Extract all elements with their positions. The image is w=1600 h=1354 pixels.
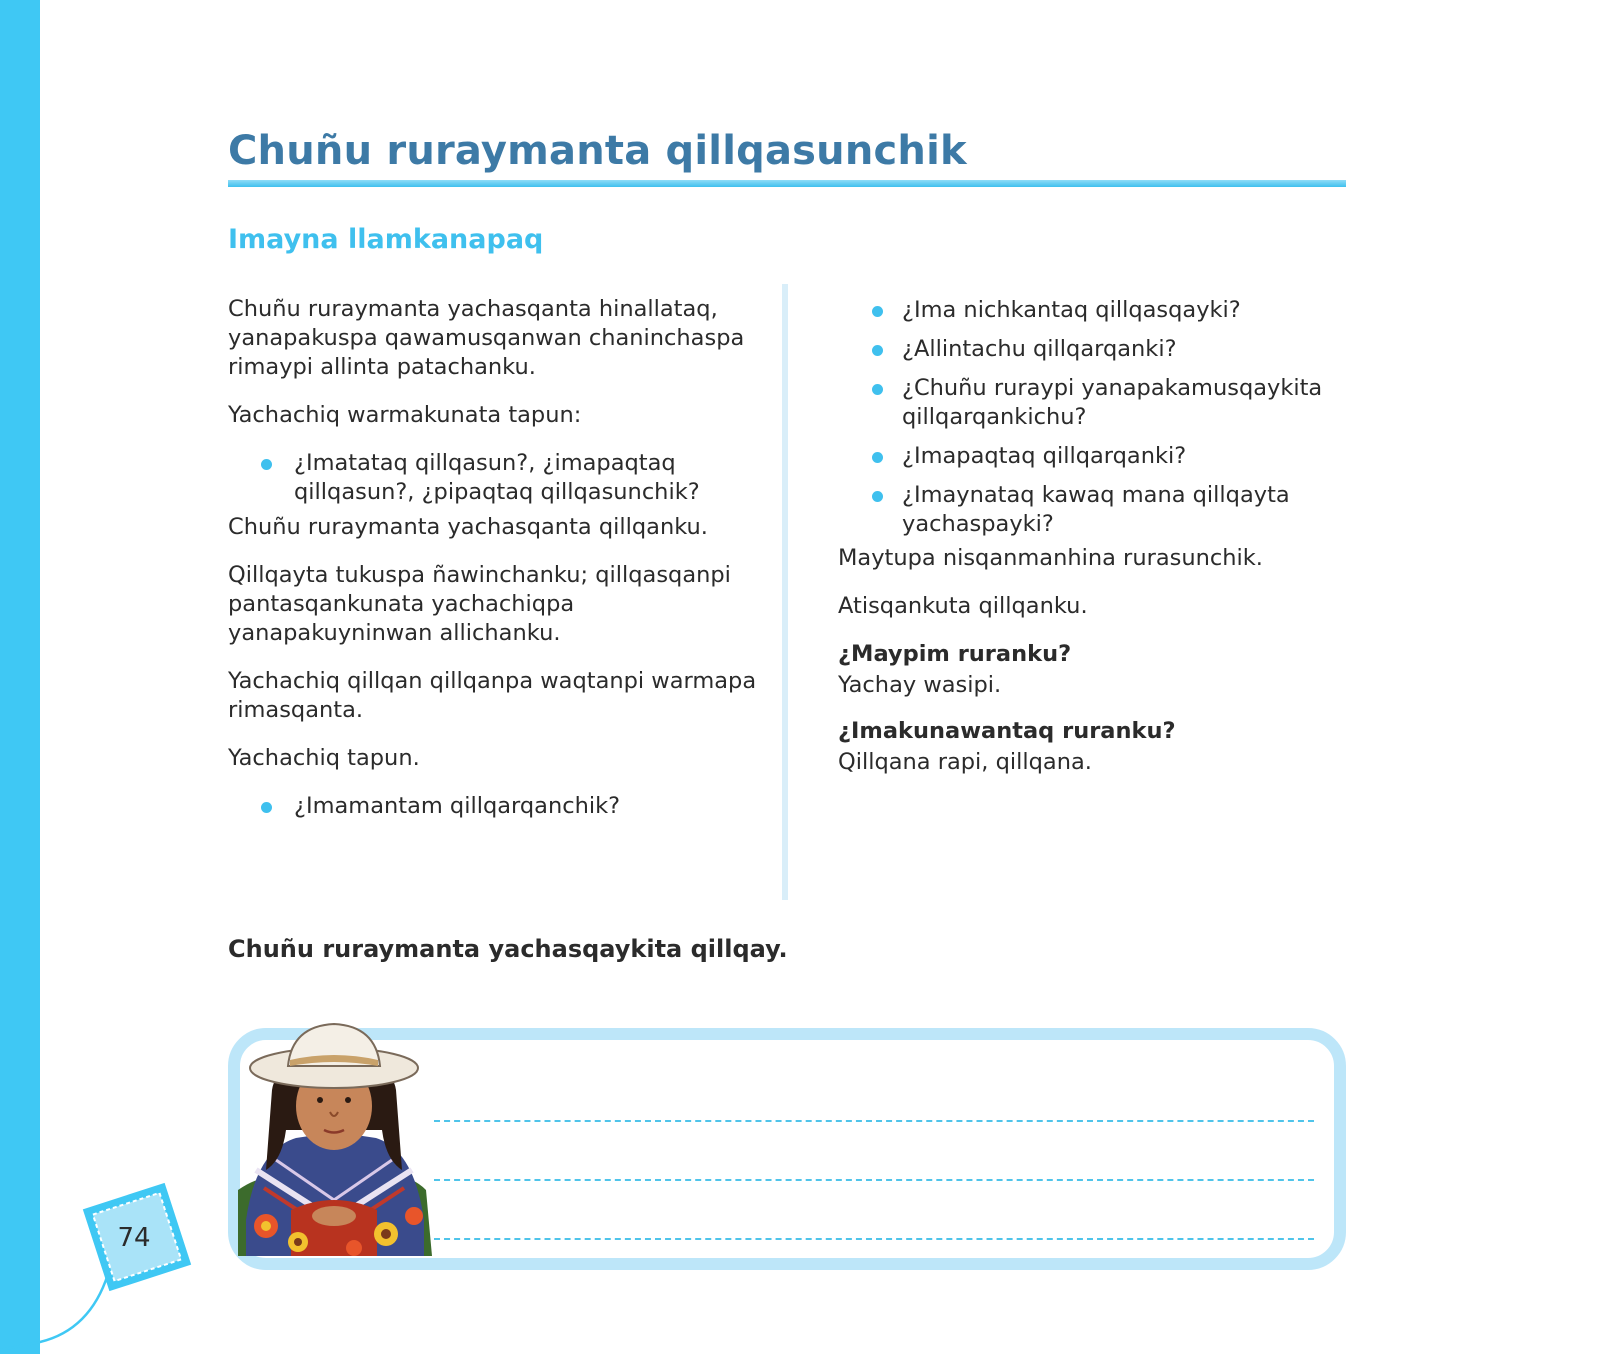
bullet-dot-icon: [261, 459, 272, 470]
bullet-text: ¿Allintachu qillqarqanki?: [902, 336, 1177, 362]
answer-text: Qillqana rapi, qillqana.: [838, 749, 1092, 775]
paragraph: Qillqayta tukuspa ñawinchanku; qillqasqanpi pantasqankunata yachachiqpa yanapakuyninwan allichanku.: [228, 562, 731, 646]
writing-line[interactable]: [434, 1179, 1314, 1181]
list-item: [228, 792, 758, 821]
section-subtitle: Imayna llamkanapaq: [228, 224, 544, 255]
bullet-dot-icon: [872, 491, 883, 502]
bullet-dot-icon: [872, 384, 883, 395]
bullet-dot-icon: [872, 306, 883, 317]
girl-illustration: [236, 1020, 432, 1256]
list-item: [838, 374, 1338, 432]
page-title: Chuñu ruraymanta qillqasunchik: [228, 128, 967, 174]
bullet-text: ¿Imapaqtaq qillqarqanki?: [902, 443, 1187, 469]
bullet-text: ¿Imamantam qillqarqanchik?: [294, 793, 621, 819]
list-item: [838, 335, 1338, 364]
bullet-dot-icon: [872, 452, 883, 463]
bullet-text: ¿Imaynataq kawaq mana qillqayta yachaspayki?: [902, 482, 1290, 537]
paragraph: Yachachiq qillqan qillqanpa waqtanpi warmapa rimasqanta.: [228, 668, 757, 723]
paragraph: Chuñu ruraymanta yachasqanta qillqanku.: [228, 514, 708, 540]
column-divider: [782, 284, 788, 900]
bullet-dot-icon: [261, 802, 272, 813]
paragraph: Atisqankuta qillqanku.: [838, 593, 1088, 619]
question-heading: ¿Imakunawantaq ruranku?: [838, 718, 1176, 744]
right-column: [838, 296, 1338, 794]
question-heading: ¿Maypim ruranku?: [838, 641, 1072, 667]
teacher-prompt: Yachachiq tapun.: [228, 745, 420, 771]
kite-string-icon: [0, 1270, 120, 1354]
list-item: [838, 481, 1338, 539]
bullet-dot-icon: [872, 345, 883, 356]
page-number: 74: [117, 1223, 151, 1253]
activity-instruction: Chuñu ruraymanta yachasqaykita qillqay.: [228, 935, 788, 963]
title-underline: [228, 180, 1346, 187]
writing-line[interactable]: [434, 1238, 1314, 1240]
bullet-text: ¿Chuñu ruraypi yanapakamusqaykita qillqarqankichu?: [902, 375, 1323, 430]
left-column: [228, 295, 758, 827]
bullet-text: ¿Imatataq qillqasun?, ¿imapaqtaq qillqasun?, ¿pipaqtaq qillqasunchik?: [294, 450, 700, 505]
teacher-prompt: Yachachiq warmakunata tapun:: [228, 402, 582, 428]
paragraph: Maytupa nisqanmanhina rurasunchik.: [838, 545, 1263, 571]
writing-line[interactable]: [434, 1120, 1314, 1122]
list-item: [838, 442, 1338, 471]
intro-paragraph: Chuñu ruraymanta yachasqanta hinallataq, yanapakuspa qawamusqanwan chaninchaspa rimaypi allinta patachanku.: [228, 296, 745, 380]
list-item: [838, 296, 1338, 325]
side-color-band: [0, 0, 40, 1354]
bullet-text: ¿Ima nichkantaq qillqasqayki?: [902, 297, 1241, 323]
answer-text: Yachay wasipi.: [838, 672, 1002, 698]
list-item: [228, 449, 758, 507]
